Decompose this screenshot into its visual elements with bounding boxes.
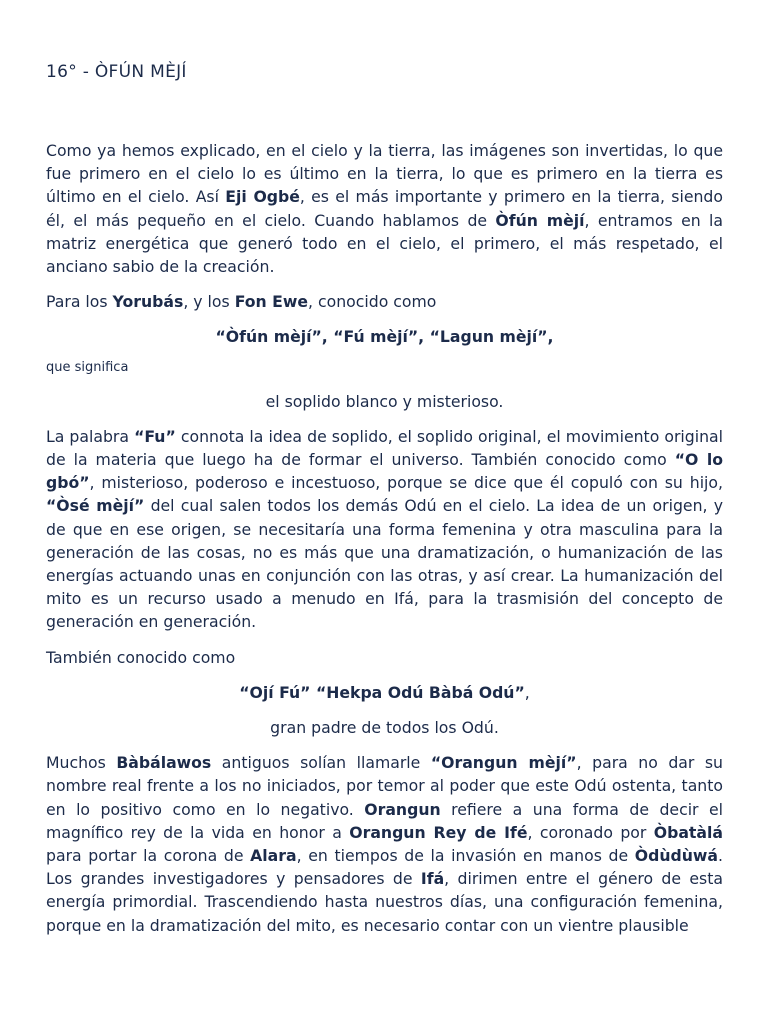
document-body [46,139,723,937]
paragraph-muchos: Muchos Bàbálawos antiguos solían llamarle “Orangun mèjí”, para no dar su nombre real frente a los no iniciados, por temor al poder que este Odú ostenta, tanto en lo positivo como en lo negativo. Orangun refiere a una forma de decir el magnífico rey de la vida en honor a Orangun Rey de Ifé, coronado por Òbatàlá para portar la corona de Alara, en tiempos de la invasión en manos de Òdùdùwá. Los grandes investigadores y pensadores de Ifá, dirimen entre el género de esta energía primordial. Trascendiendo hasta nuestros días, una configuración femenina, porque en la dramatización del mito, es necesario contar con un vientre plausible [46,753,723,935]
gran-padre-line: gran padre de todos los Odú. [270,718,499,738]
paragraph-que-significa: que significa [46,359,129,375]
page-title: 16° - ÒFÚN MÈJÍ [46,62,187,82]
quote-names: “Òfún mèjí”, “Fú mèjí”, “Lagun mèjí”, [215,327,554,347]
paragraph-la-palabra: La palabra “Fu” connota la idea de soplido, el soplido original, el movimiento original de la materia que luego ha de formar el universo. También conocido como “O lo gbó”, misterioso, poderoso e incestuoso, porque se dice que él copuló con su hijo, “Òsé mèjí” del cual salen todos los demás Odú en el cielo. La idea de un origen, y de que en ese origen, se necesitaría una forma femenina y otra masculina para la generación de las cosas, no es más que una dramatización, o humanización de las energías actuando unas en conjunción con las otras, y así crear. La humanización del mito es un recurso usado a menudo en Ifá, para la trasmisión del concepto de generación en generación. [46,426,723,632]
paragraph-intro: Como ya hemos explicado, en el cielo y la tierra, las imágenes son invertidas, lo que fue primero en el cielo lo es último en la tierra, lo que es primero en la tierra es último en el cielo. Así Eji Ogbé, es el más importante y primero en la tierra, siendo él, el más pequeño en el cielo. Cuando hablamos de Òfún mèjí, entramos en la matriz energética que generó todo en el cielo, el primero, el más respetado, el anciano sabio de la creación. [46,141,723,277]
paragraph-tambien: También conocido como [46,647,236,667]
quote-hekpa: “Ojí Fú” “Hekpa Odú Bàbá Odú”, [239,682,530,702]
meaning-line: el soplido blanco y misterioso. [265,391,504,411]
paragraph-yorubas: Para los Yorubás, y los Fon Ewe, conocido como [46,292,437,312]
